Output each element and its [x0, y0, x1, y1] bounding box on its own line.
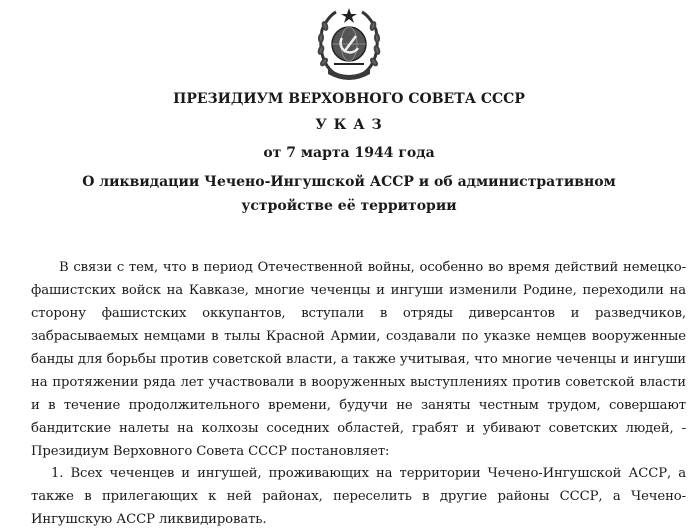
document-type: У К А З [315, 117, 383, 133]
decree-title: О ликвидации Чечено-Ингушской АССР и об административном устройстве её территории [82, 174, 616, 214]
paragraph-clause-1: 1. Всех чеченцев и ингушей, проживающих на территории Чечено-Ингушской АССР, а также в прилегающих к ней районах, переселить в другие районы СССР, а Чечено-Ингушскую АССР ликвидировать. [31, 466, 686, 527]
document-date: от 7 марта 1944 года [263, 145, 435, 161]
ussr-state-emblem-icon [314, 6, 384, 82]
paragraph-preamble: В связи с тем, что в период Отечественной войны, особенно во время действий немецко-фашистских войск на Кавказе, многие чеченцы и ингуши изменили Родине, переходили на сторону фашистских оккупантов, вступали в отряды диверсантов и разведчиков, забрасываемых немцами в тылы Красной Армии, создавали по указке немцев вооруженные банды для борьбы против советской власти, а также учитывая, что многие чеченцы и ингуши на протяжении ряда лет участвовали в вооруженных выступлениях против советской власти и в течение продолжительного времени, будучи не заняты честным трудом, совершают бандитские налеты на колхозы соседних областей, грабят и убивают советских людей, - Президиум Верховного Совета СССР постановляет: [31, 260, 686, 459]
issuing-body: ПРЕЗИДИУМ ВЕРХОВНОГО СОВЕТА СССР [173, 91, 525, 107]
